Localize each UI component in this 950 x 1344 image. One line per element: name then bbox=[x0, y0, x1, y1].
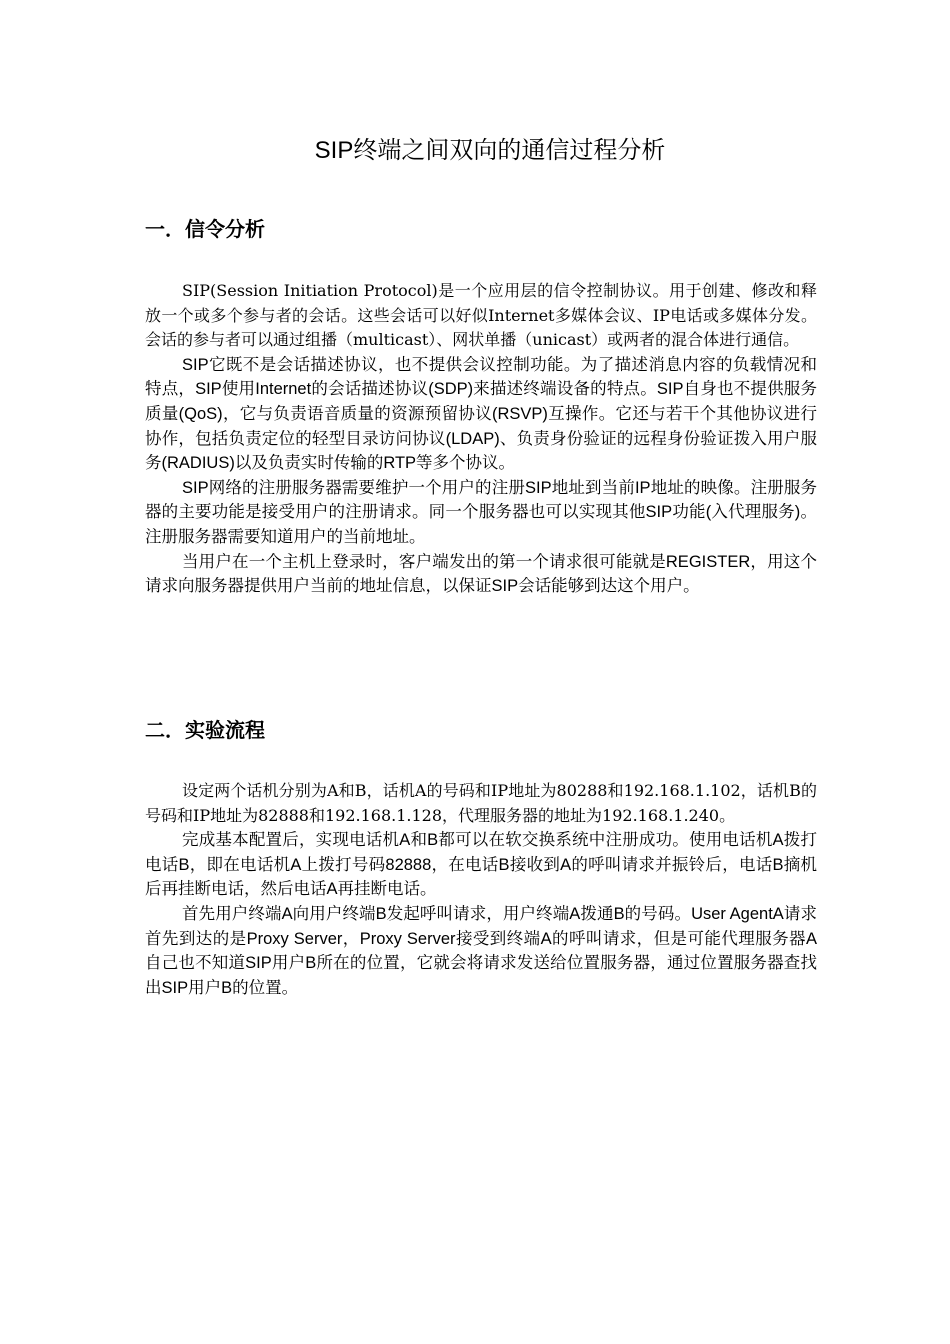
section-signaling-body bbox=[145, 279, 817, 599]
paragraph: 当用户在一个主机上登录时，客户端发出的第一个请求很可能就是REGISTER，用这个请求向服务器提供用户当前的地址信息，以保证SIP会话能够到达这个用户。 bbox=[145, 552, 817, 596]
paragraph: SIP它既不是会话描述协议，也不提供会议控制功能。为了描述消息内容的负载情况和特点，SIP使用Internet的会话描述协议(SDP)来描述终端设备的特点。SIP自身也不提供服务质量(QoS)，它与负责语音质量的资源预留协议(RSVP)互操作。它还与若干个其他协议进行协作，包括负责定位的轻型目录访问协议(LDAP)、负责身份验证的远程身份验证拨入用户服务(RADIUS)以及负责实时传输的RTP等多个协议。 bbox=[145, 355, 817, 473]
paragraph: 首先用户终端A向用户终端B发起呼叫请求，用户终端A拨通B的号码。User AgentA请求首先到达的是Proxy Server，Proxy Server接受到终端A的呼叫请求，但是可能代理服务器A自己也不知道SIP用户B所在的位置，它就会将请求发送给位置服务器，通过位置服务器查找出SIP用户B的位置。 bbox=[145, 904, 817, 997]
section-experiment-body bbox=[145, 779, 817, 1000]
document-title: SIP终端之间双向的通信过程分析 bbox=[314, 137, 666, 164]
section-heading-experiment: 二．实验流程 bbox=[145, 718, 265, 742]
paragraph: 完成基本配置后，实现电话机A和B都可以在软交换系统中注册成功。使用电话机A拨打电话B，即在电话机A上拨打号码82888，在电话B接收到A的呼叫请求并振铃后，电话B摘机后再挂断电话，然后电话A再挂断电话。 bbox=[145, 831, 817, 899]
paragraph: 设定两个话机分别为A和B，话机A的号码和IP地址为80288和192.168.1.102，话机B的号码和IP地址为82888和192.168.1.128，代理服务器的地址为192.168.1.240。 bbox=[145, 781, 817, 825]
paragraph: SIP网络的注册服务器需要维护一个用户的注册SIP地址到当前IP地址的映像。注册服务器的主要功能是接受用户的注册请求。同一个服务器也可以实现其他SIP功能(入代理服务)。注册服务器需要知道用户的当前地址。 bbox=[145, 478, 817, 546]
section-heading-signaling: 一．信令分析 bbox=[145, 217, 265, 241]
paragraph: SIP(Session Initiation Protocol)是一个应用层的信令控制协议。用于创建、修改和释放一个或多个参与者的会话。这些会话可以好似Internet多媒体会议、IP电话或多媒体分发。会话的参与者可以通过组播（multicast）、网状单播（unicast）或两者的混合体进行通信。 bbox=[145, 281, 817, 350]
